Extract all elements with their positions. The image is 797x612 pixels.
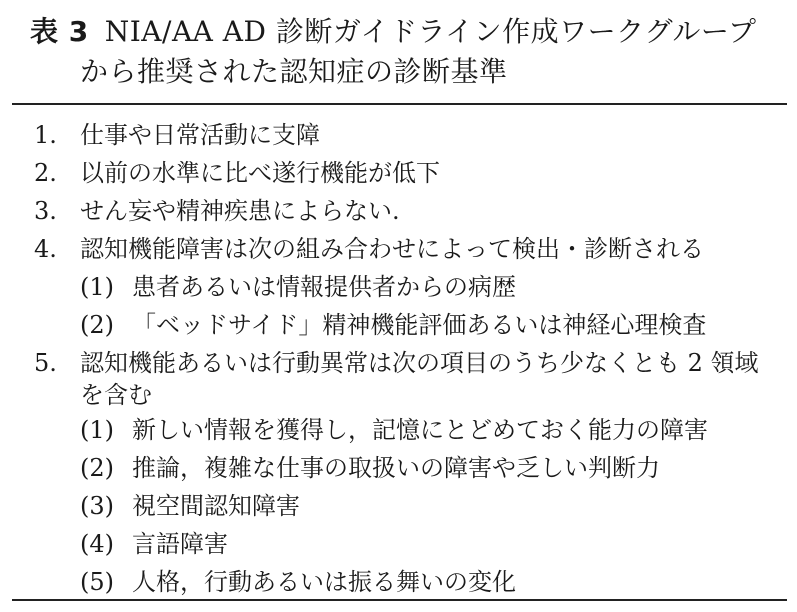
criterion-item xyxy=(34,192,784,230)
sub-item xyxy=(34,411,784,449)
criterion-item xyxy=(34,154,784,192)
sub-item-number: (4) xyxy=(80,530,114,558)
sub-item xyxy=(34,563,784,601)
sub-item-number: (2) xyxy=(80,311,114,339)
sub-item xyxy=(34,306,784,344)
sub-item-text: 「ベッドサイド」精神機能評価あるいは神経心理検査 xyxy=(132,311,707,339)
sub-item xyxy=(34,487,784,525)
sub-item-text: 新しい情報を獲得し，記憶にとどめておく能力の障害 xyxy=(132,416,708,444)
criterion-item xyxy=(34,344,784,411)
criterion-item xyxy=(34,230,784,268)
sub-item xyxy=(34,268,784,306)
criterion-number: 1. xyxy=(34,121,57,149)
sub-item-number: (1) xyxy=(80,273,114,301)
criterion-text: 認知機能あるいは行動異常は次の項目のうち少なくとも 2 領域を含む xyxy=(80,349,759,409)
sub-item-text: 言語障害 xyxy=(132,530,228,558)
criterion-number: 5. xyxy=(34,349,57,377)
bottom-rule xyxy=(12,599,787,601)
criteria-list xyxy=(34,116,784,601)
criterion-text: 仕事や日常活動に支障 xyxy=(80,121,320,149)
sub-item-number: (1) xyxy=(80,416,114,444)
criterion-text: 認知機能障害は次の組み合わせによって検出・診断される xyxy=(80,235,704,263)
sub-item-number: (5) xyxy=(80,568,114,596)
criterion-text: せん妄や精神疾患によらない. xyxy=(80,197,400,225)
table-caption xyxy=(30,12,780,92)
sub-item-number: (3) xyxy=(80,492,114,520)
sub-item xyxy=(34,449,784,487)
criterion-number: 2. xyxy=(34,159,57,187)
criterion-text: 以前の水準に比べ遂行機能が低下 xyxy=(80,159,440,187)
sub-item-text: 視空間認知障害 xyxy=(132,492,300,520)
criterion-number: 4. xyxy=(34,235,57,263)
top-rule xyxy=(12,103,787,105)
table-title-line-2: から推奨された認知症の診断基準 xyxy=(80,55,508,88)
table-title-text-1: NIA/AA AD 診断ガイドライン作成ワークグループ xyxy=(104,15,757,48)
table-label: 表 3 xyxy=(30,15,89,48)
table-title-line-1 xyxy=(30,12,780,52)
criterion-item xyxy=(34,116,784,154)
sub-item-text: 患者あるいは情報提供者からの病歴 xyxy=(132,273,516,301)
criterion-number: 3. xyxy=(34,197,57,225)
sub-item-number: (2) xyxy=(80,454,114,482)
sub-item-text: 人格，行動あるいは振る舞いの変化 xyxy=(132,568,516,596)
sub-item-text: 推論，複雑な仕事の取扱いの障害や乏しい判断力 xyxy=(132,454,660,482)
sub-item xyxy=(34,525,784,563)
